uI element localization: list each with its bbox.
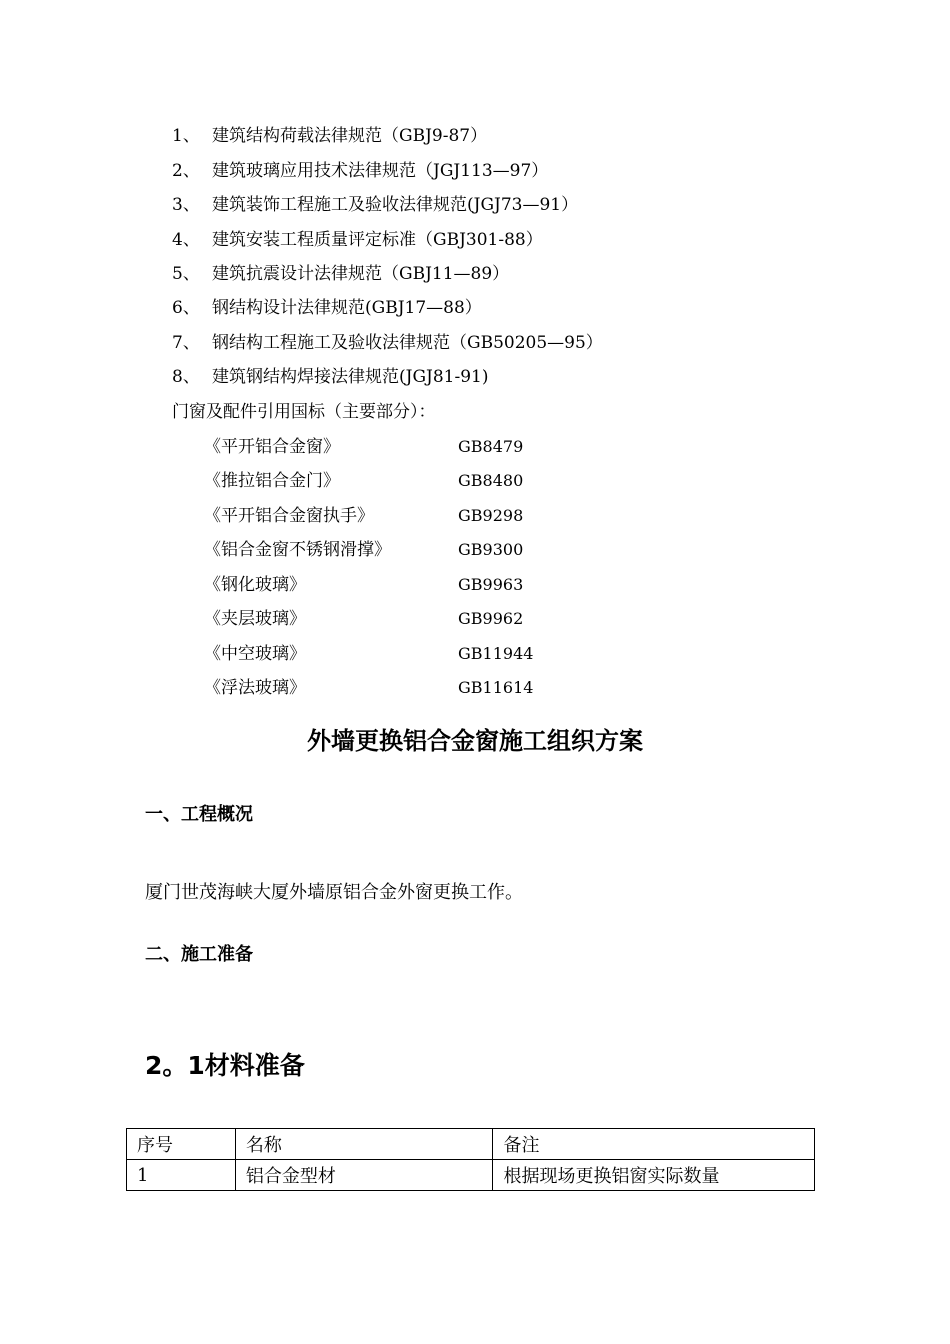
subsection-heading-materials: 2。1材料准备 <box>145 1051 305 1080</box>
gb-code-1: GB8479 <box>458 437 524 456</box>
gb-name-3: 《平开铝合金窗执手》 <box>204 506 374 526</box>
gb-code-5: GB9963 <box>458 575 524 594</box>
standard-item-8 <box>172 366 488 388</box>
gb-code-6: GB9962 <box>458 609 524 628</box>
gb-name-8: 《浮法玻璃》 <box>204 678 306 698</box>
section-heading-overview: 一、工程概况 <box>145 804 253 825</box>
standard-text: 钢结构设计法律规范(GBJ17—88） <box>212 298 482 318</box>
table-header-cell: 名称 <box>235 1129 493 1160</box>
table-cell: 1 <box>127 1160 236 1191</box>
gb-code-7: GB11944 <box>458 644 534 663</box>
standard-item-2 <box>172 160 548 182</box>
standard-number: 7、 <box>172 333 200 353</box>
standard-number: 1、 <box>172 126 200 146</box>
standard-item-3 <box>172 194 578 216</box>
gb-code-4: GB9300 <box>458 540 524 559</box>
gb-name-1: 《平开铝合金窗》 <box>204 437 340 457</box>
standard-item-4 <box>172 229 543 251</box>
standard-number: 4、 <box>172 230 200 250</box>
standard-text: 钢结构工程施工及验收法律规范（GB50205—95） <box>212 333 603 353</box>
section-heading-preparation: 二、施工准备 <box>145 944 253 965</box>
gb-name-4: 《铝合金窗不锈钢滑撑》 <box>204 540 391 560</box>
standard-number: 5、 <box>172 264 200 284</box>
gb-name-2: 《推拉铝合金门》 <box>204 471 340 491</box>
gb-code-2: GB8480 <box>458 471 524 490</box>
document-title: 外墙更换铝合金窗施工组织方案 <box>307 727 643 755</box>
standard-number: 6、 <box>172 298 200 318</box>
table-row <box>127 1160 815 1191</box>
gb-name-5: 《钢化玻璃》 <box>204 575 306 595</box>
standard-text: 建筑装饰工程施工及验收法律规范(JGJ73—91） <box>212 195 579 215</box>
table-cell: 根据现场更换铝窗实际数量 <box>493 1160 815 1191</box>
standard-number: 3、 <box>172 195 200 215</box>
table-cell: 铝合金型材 <box>235 1160 493 1191</box>
gb-name-7: 《中空玻璃》 <box>204 644 306 664</box>
standard-text: 建筑抗震设计法律规范（GBJ11—89） <box>212 264 510 284</box>
standard-item-5 <box>172 263 509 285</box>
table-header-row <box>127 1129 815 1160</box>
table-header-cell: 备注 <box>493 1129 815 1160</box>
door-window-heading: 门窗及配件引用国标（主要部分）： <box>172 402 436 422</box>
standard-number: 8、 <box>172 367 200 387</box>
materials-table <box>126 1128 815 1191</box>
gb-code-3: GB9298 <box>458 506 524 525</box>
standard-text: 建筑玻璃应用技术法律规范（JGJ113—97） <box>212 161 549 181</box>
standard-item-1 <box>172 125 487 147</box>
standard-text: 建筑钢结构焊接法律规范(JGJ81-91) <box>212 367 489 387</box>
gb-code-8: GB11614 <box>458 678 534 697</box>
standard-item-7 <box>172 332 603 354</box>
standard-text: 建筑结构荷载法律规范（GBJ9-87） <box>212 126 488 146</box>
standard-item-6 <box>172 297 482 319</box>
standard-text: 建筑安装工程质量评定标准（GBJ301-88） <box>212 230 543 250</box>
standard-number: 2、 <box>172 161 200 181</box>
table-header-cell: 序号 <box>127 1129 236 1160</box>
gb-name-6: 《夹层玻璃》 <box>204 609 306 629</box>
overview-paragraph: 厦门世茂海峡大厦外墙原铝合金外窗更换工作。 <box>145 882 523 903</box>
